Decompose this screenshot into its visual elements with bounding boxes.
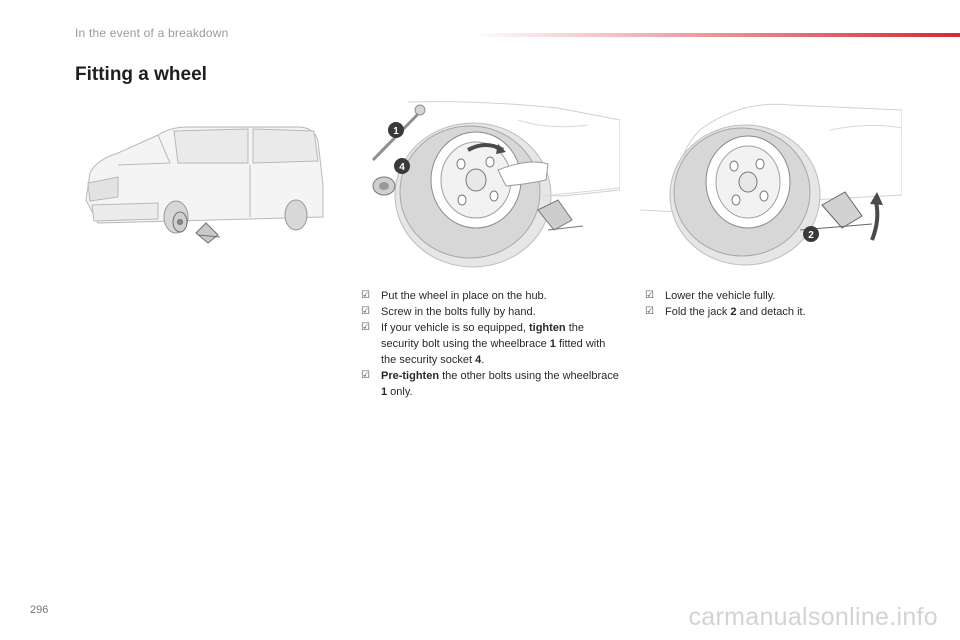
step-item: [359, 320, 621, 368]
checkbox-bullet-icon: ☑: [361, 322, 370, 333]
callout-4: 4: [399, 162, 405, 173]
emphasis: tighten: [528, 322, 566, 334]
callout-1: 1: [393, 126, 399, 137]
checkbox-bullet-icon: ☑: [361, 370, 370, 381]
step-text: Fold the jack: [665, 306, 731, 318]
wheel-fitting-illustration: [358, 100, 620, 270]
emphasis: 4: [475, 354, 482, 366]
step-text: and detach it.: [736, 306, 806, 318]
step-item: [643, 304, 883, 320]
checkbox-bullet-icon: ☑: [645, 306, 654, 317]
fitting-steps: [359, 288, 621, 400]
page-number: 296: [30, 604, 49, 616]
step-item: [359, 288, 621, 304]
step-text: the security bolt using the wheelbrace: [381, 322, 585, 350]
step-text: Lower the vehicle fully.: [665, 290, 776, 302]
emphasis: 2: [730, 306, 737, 318]
step-item: [359, 368, 621, 400]
watermark: carmanualsonline.info: [688, 603, 938, 631]
callout-2: 2: [808, 230, 814, 241]
page-title: Fitting a wheel: [75, 64, 207, 85]
step-text: If your vehicle is so equipped,: [381, 322, 529, 334]
emphasis: 1: [381, 386, 388, 398]
step-text: only.: [387, 386, 413, 398]
step-item: [359, 304, 621, 320]
step-text: .: [481, 354, 485, 366]
header-rule: [470, 33, 960, 37]
section-header: In the event of a breakdown: [75, 26, 229, 40]
step-item: [643, 288, 883, 304]
step-text: Put the wheel in place on the hub.: [381, 290, 547, 302]
lowering-steps: [643, 288, 883, 320]
step-text: fitted with the security socket: [381, 338, 606, 366]
emphasis: Pre-tighten: [381, 370, 440, 382]
step-text: Screw in the bolts fully by hand.: [381, 306, 536, 318]
checkbox-bullet-icon: ☑: [361, 306, 370, 317]
step-text: the other bolts using the wheelbrace: [439, 370, 619, 382]
emphasis: 1: [549, 338, 556, 350]
checkbox-bullet-icon: ☑: [645, 290, 654, 301]
van-illustration: [78, 105, 338, 270]
checkbox-bullet-icon: ☑: [361, 290, 370, 301]
vehicle-lowering-illustration: [640, 100, 902, 270]
